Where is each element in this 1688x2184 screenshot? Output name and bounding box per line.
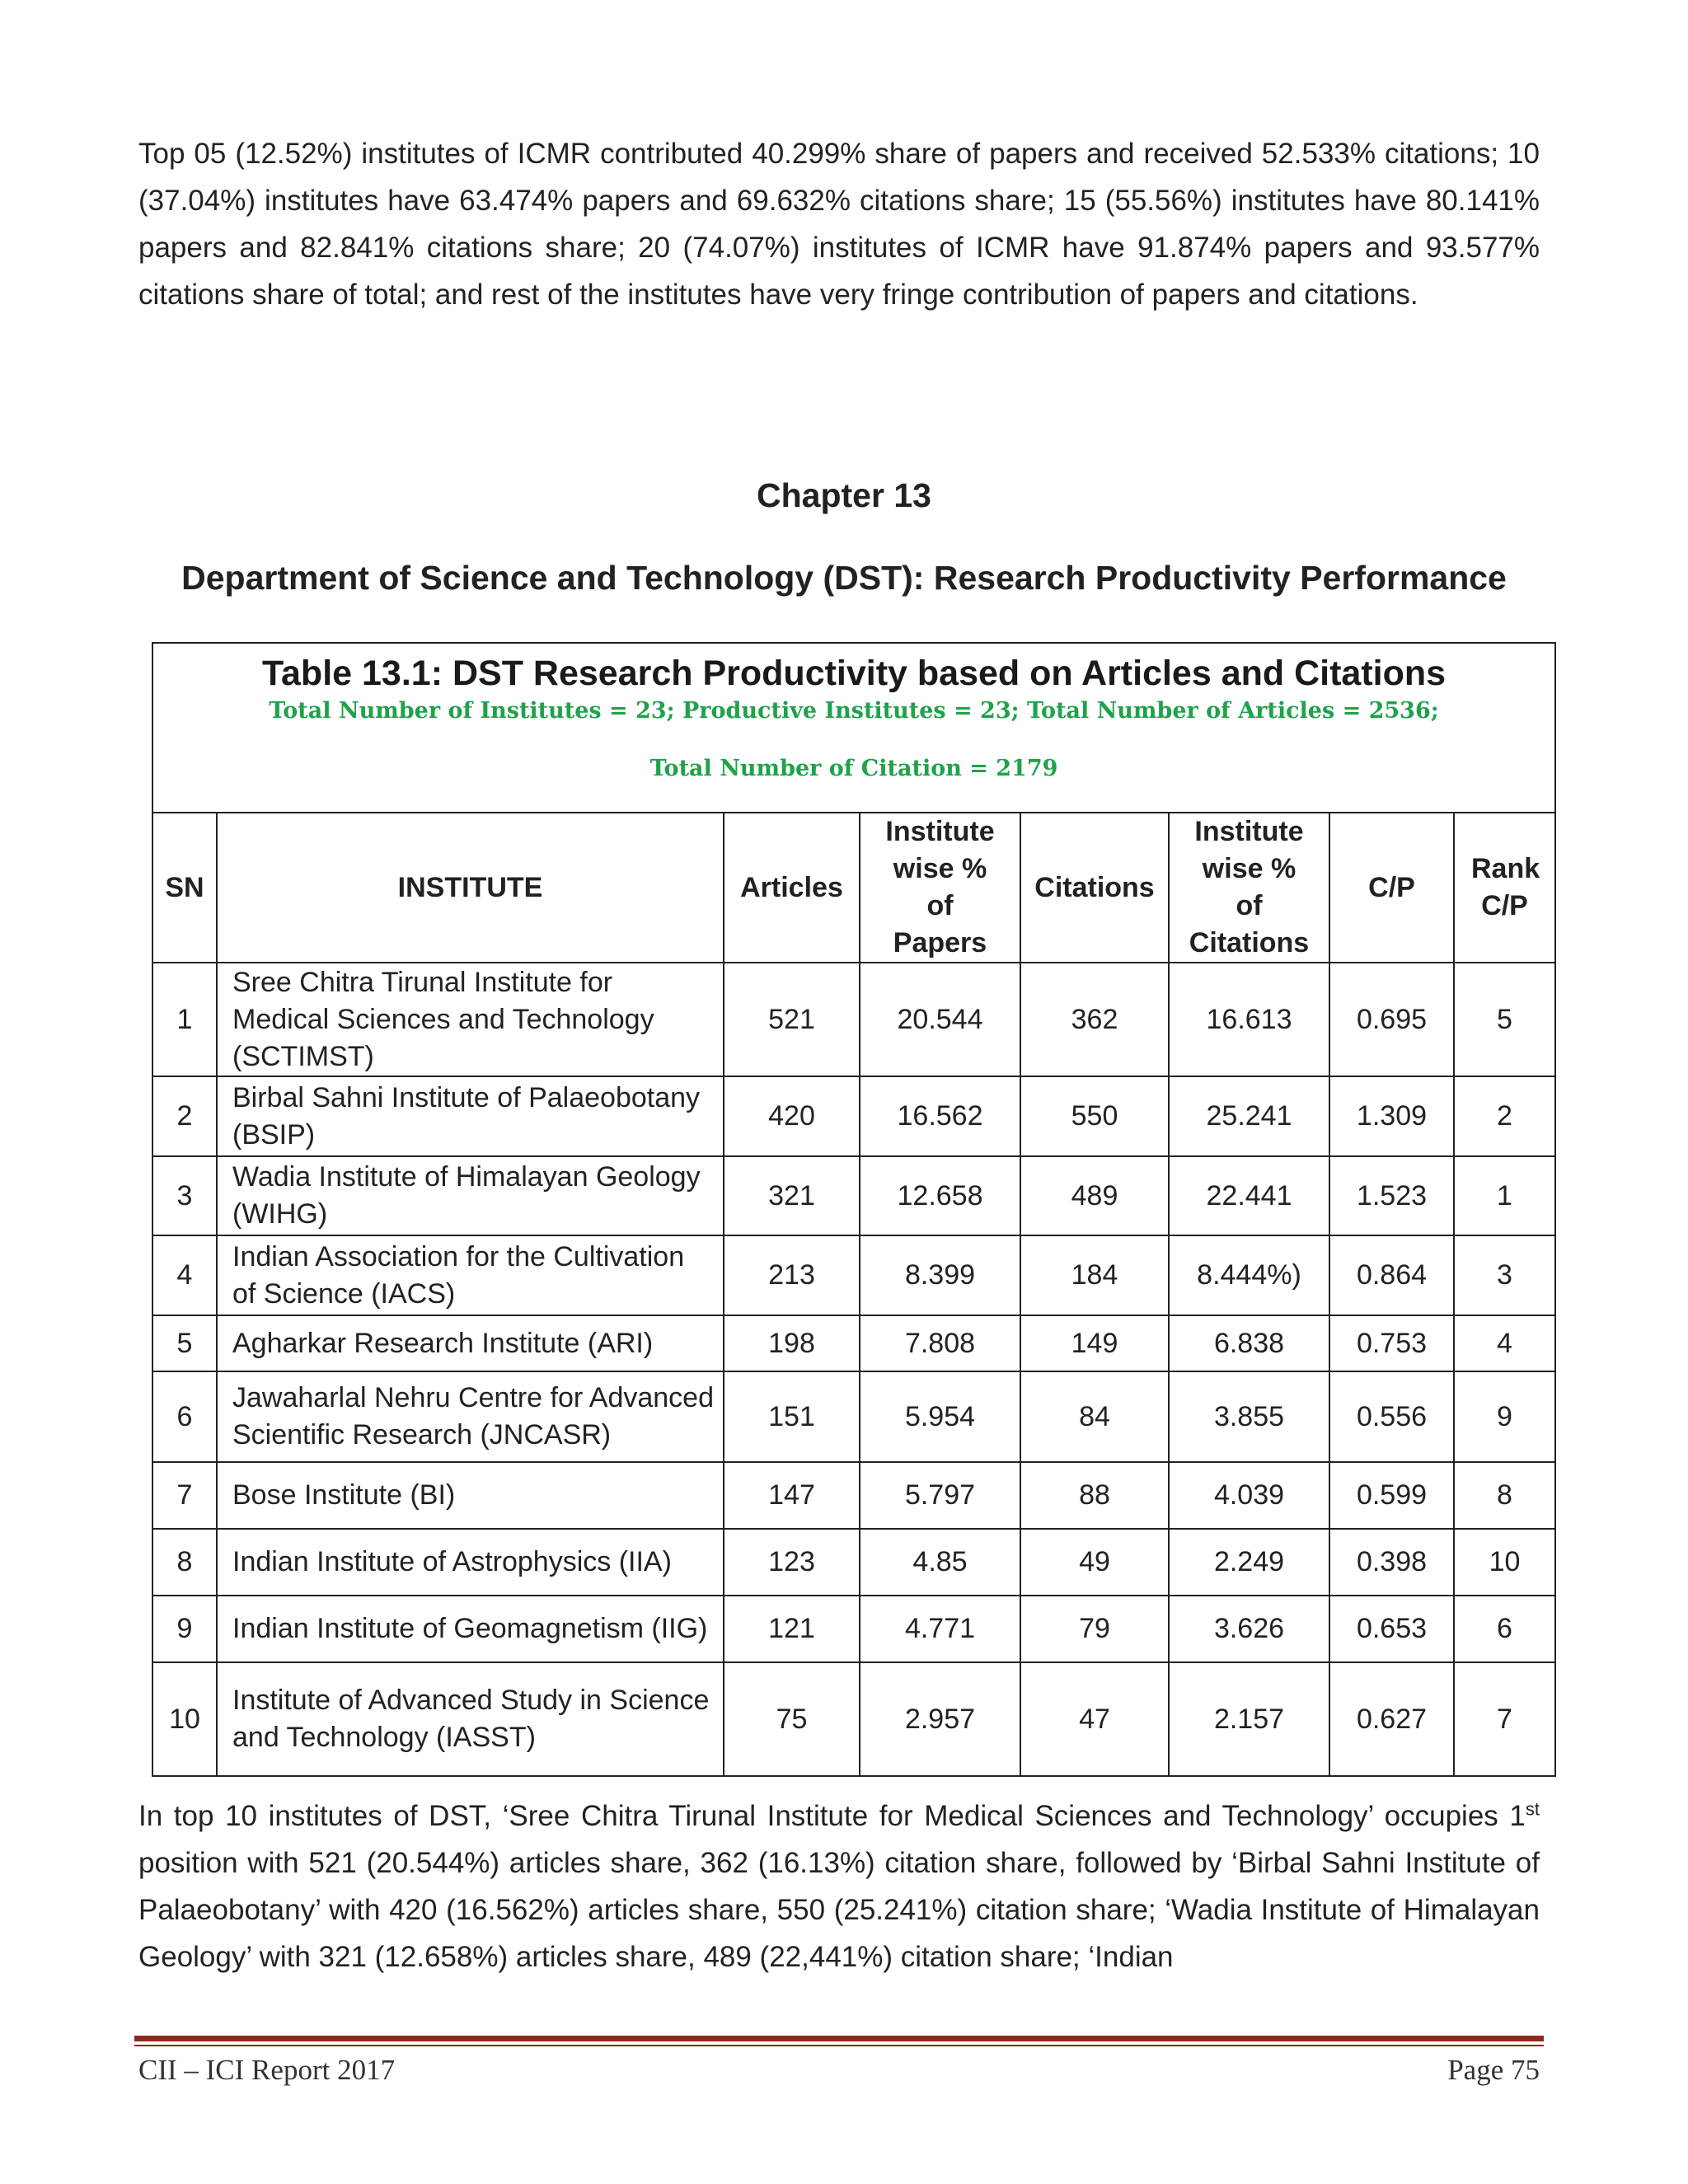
cell-sn: 7: [152, 1462, 217, 1529]
cell-sn: 10: [152, 1662, 217, 1776]
cell-institute: Agharkar Research Institute (ARI): [217, 1315, 724, 1371]
cell-sn: 1: [152, 963, 217, 1076]
cell-pct-citations: 3.626: [1169, 1596, 1329, 1662]
cell-cp: 0.398: [1329, 1529, 1454, 1596]
cell-citations: 149: [1020, 1315, 1169, 1371]
cell-institute: Indian Institute of Geomagnetism (IIG): [217, 1596, 724, 1662]
cell-pct-citations: 16.613: [1169, 963, 1329, 1076]
table-row: [152, 1529, 1555, 1596]
table-row: [152, 1462, 1555, 1529]
table-row: [152, 1156, 1555, 1235]
productivity-table: [152, 642, 1556, 1777]
cell-sn: 2: [152, 1076, 217, 1156]
table-row: [152, 1662, 1555, 1776]
cell-articles: 521: [724, 963, 860, 1076]
table-row: [152, 1235, 1555, 1315]
cell-pct-citations: 8.444%): [1169, 1235, 1329, 1315]
cell-institute: Birbal Sahni Institute of Palaeobotany (BSIP): [217, 1076, 724, 1156]
cell-institute: Institute of Advanced Study in Science and Technology (IASST): [217, 1662, 724, 1776]
header-pct-citations: Institute wise % of Citations: [1169, 813, 1329, 963]
chapter-number: Chapter 13: [757, 476, 931, 514]
cell-cp: 0.599: [1329, 1462, 1454, 1529]
header-rank: Rank C/P: [1454, 813, 1555, 963]
cell-cp: 0.653: [1329, 1596, 1454, 1662]
cell-pct-citations: 6.838: [1169, 1315, 1329, 1371]
cell-articles: 121: [724, 1596, 860, 1662]
cell-sn: 5: [152, 1315, 217, 1371]
cell-pct-papers: 5.797: [860, 1462, 1020, 1529]
cell-pct-citations: 4.039: [1169, 1462, 1329, 1529]
cell-articles: 123: [724, 1529, 860, 1596]
cell-rank: 8: [1454, 1462, 1555, 1529]
cell-pct-citations: 2.157: [1169, 1662, 1329, 1776]
cell-institute: Indian Association for the Cultivation of Science (IACS): [217, 1235, 724, 1315]
footer-report-name: CII – ICI Report 2017: [138, 2054, 396, 2086]
cell-citations: 489: [1020, 1156, 1169, 1235]
cell-pct-papers: 8.399: [860, 1235, 1020, 1315]
cell-pct-citations: 3.855: [1169, 1371, 1329, 1462]
table-row: [152, 1076, 1555, 1156]
cell-articles: 75: [724, 1662, 860, 1776]
header-articles: Articles: [724, 813, 860, 963]
cell-pct-papers: 5.954: [860, 1371, 1020, 1462]
closing-rest: position with 521 (20.544%) articles share, 362 (16.13%) citation share, followed by ‘Birbal Sahni Institute of Palaeobotany’ with 420 (16.562%) articles share, 550 (25.241%) citation share; ‘Wadia Institute of Himalayan Geology’ with 321 (12.658%) articles share, 489 (22,441%) citation share; ‘Indian: [138, 1847, 1540, 1973]
cell-cp: 0.695: [1329, 963, 1454, 1076]
cell-rank: 2: [1454, 1076, 1555, 1156]
cell-rank: 5: [1454, 963, 1555, 1076]
table-header-row: [152, 813, 1555, 963]
table-row: [152, 1315, 1555, 1371]
cell-citations: 79: [1020, 1596, 1169, 1662]
cell-citations: 47: [1020, 1662, 1169, 1776]
footer-rule-thin: [134, 2045, 1544, 2046]
cell-rank: 1: [1454, 1156, 1555, 1235]
cell-sn: 8: [152, 1529, 217, 1596]
table-row: [152, 1596, 1555, 1662]
cell-institute: Sree Chitra Tirunal Institute for Medical Sciences and Technology (SCTIMST): [217, 963, 724, 1076]
intro-paragraph: Top 05 (12.52%) institutes of ICMR contributed 40.299% share of papers and received 52.533% citations; 10 (37.04%) institutes have 63.474% papers and 69.632% citations share; 15 (55.56%) institutes have 80.141% papers and 82.841% citations share; 20 (74.07%) institutes of ICMR have 91.874% papers and 93.577% citations share of total; and rest of the institutes have very fringe contribution of papers and citations.: [138, 138, 1540, 311]
footer-rule: [134, 2036, 1544, 2041]
cell-pct-citations: 25.241: [1169, 1076, 1329, 1156]
header-citations: Citations: [1020, 813, 1169, 963]
cell-institute: Wadia Institute of Himalayan Geology (WIHG): [217, 1156, 724, 1235]
header-institute: INSTITUTE: [217, 813, 724, 963]
table-subtitle-1: Total Number of Institutes = 23; Productive Institutes = 23; Total Number of Articles = 2536;: [269, 698, 1439, 724]
cell-pct-citations: 22.441: [1169, 1156, 1329, 1235]
cell-sn: 4: [152, 1235, 217, 1315]
cell-cp: 0.556: [1329, 1371, 1454, 1462]
cell-articles: 213: [724, 1235, 860, 1315]
cell-institute: Bose Institute (BI): [217, 1462, 724, 1529]
cell-citations: 184: [1020, 1235, 1169, 1315]
cell-citations: 362: [1020, 963, 1169, 1076]
cell-sn: 9: [152, 1596, 217, 1662]
cell-articles: 151: [724, 1371, 860, 1462]
cell-citations: 84: [1020, 1371, 1169, 1462]
header-cp: C/P: [1329, 813, 1454, 963]
table-subtitle-2: Total Number of Citation = 2179: [649, 756, 1058, 781]
cell-pct-papers: 4.85: [860, 1529, 1020, 1596]
closing-lead: In top 10 institutes of DST, ‘Sree Chitra Tirunal Institute for Medical Sciences and Technology’ occupies 1: [138, 1800, 1526, 1832]
cell-rank: 4: [1454, 1315, 1555, 1371]
cell-articles: 198: [724, 1315, 860, 1371]
table-title: Table 13.1: DST Research Productivity based on Articles and Citations: [261, 654, 1447, 693]
cell-rank: 9: [1454, 1371, 1555, 1462]
cell-rank: 7: [1454, 1662, 1555, 1776]
cell-pct-papers: 4.771: [860, 1596, 1020, 1662]
cell-cp: 0.864: [1329, 1235, 1454, 1315]
cell-pct-papers: 16.562: [860, 1076, 1020, 1156]
cell-institute: Jawaharlal Nehru Centre for Advanced Scientific Research (JNCASR): [217, 1371, 724, 1462]
cell-pct-papers: 20.544: [860, 963, 1020, 1076]
cell-pct-citations: 2.249: [1169, 1529, 1329, 1596]
cell-pct-papers: 7.808: [860, 1315, 1020, 1371]
cell-articles: 147: [724, 1462, 860, 1529]
cell-citations: 88: [1020, 1462, 1169, 1529]
cell-institute: Indian Institute of Astrophysics (IIA): [217, 1529, 724, 1596]
cell-articles: 321: [724, 1156, 860, 1235]
header-pct-papers: Institute wise % of Papers: [860, 813, 1020, 963]
cell-articles: 420: [724, 1076, 860, 1156]
cell-cp: 1.309: [1329, 1076, 1454, 1156]
cell-rank: 3: [1454, 1235, 1555, 1315]
cell-pct-papers: 2.957: [860, 1662, 1020, 1776]
cell-citations: 49: [1020, 1529, 1169, 1596]
cell-cp: 1.523: [1329, 1156, 1454, 1235]
closing-paragraph: [138, 1793, 1540, 1980]
cell-cp: 0.627: [1329, 1662, 1454, 1776]
cell-sn: 6: [152, 1371, 217, 1462]
footer-page-number: Page 75: [1447, 2054, 1540, 2086]
cell-cp: 0.753: [1329, 1315, 1454, 1371]
header-sn: SN: [152, 813, 217, 963]
table-caption-row: [152, 643, 1555, 813]
table-row: [152, 1371, 1555, 1462]
cell-rank: 6: [1454, 1596, 1555, 1662]
ordinal-suffix: st: [1525, 1798, 1540, 1820]
table-caption: [152, 643, 1555, 813]
cell-citations: 550: [1020, 1076, 1169, 1156]
chapter-title: Department of Science and Technology (DST): Research Productivity Performance: [181, 559, 1507, 597]
cell-sn: 3: [152, 1156, 217, 1235]
cell-rank: 10: [1454, 1529, 1555, 1596]
cell-pct-papers: 12.658: [860, 1156, 1020, 1235]
table-row: [152, 963, 1555, 1076]
